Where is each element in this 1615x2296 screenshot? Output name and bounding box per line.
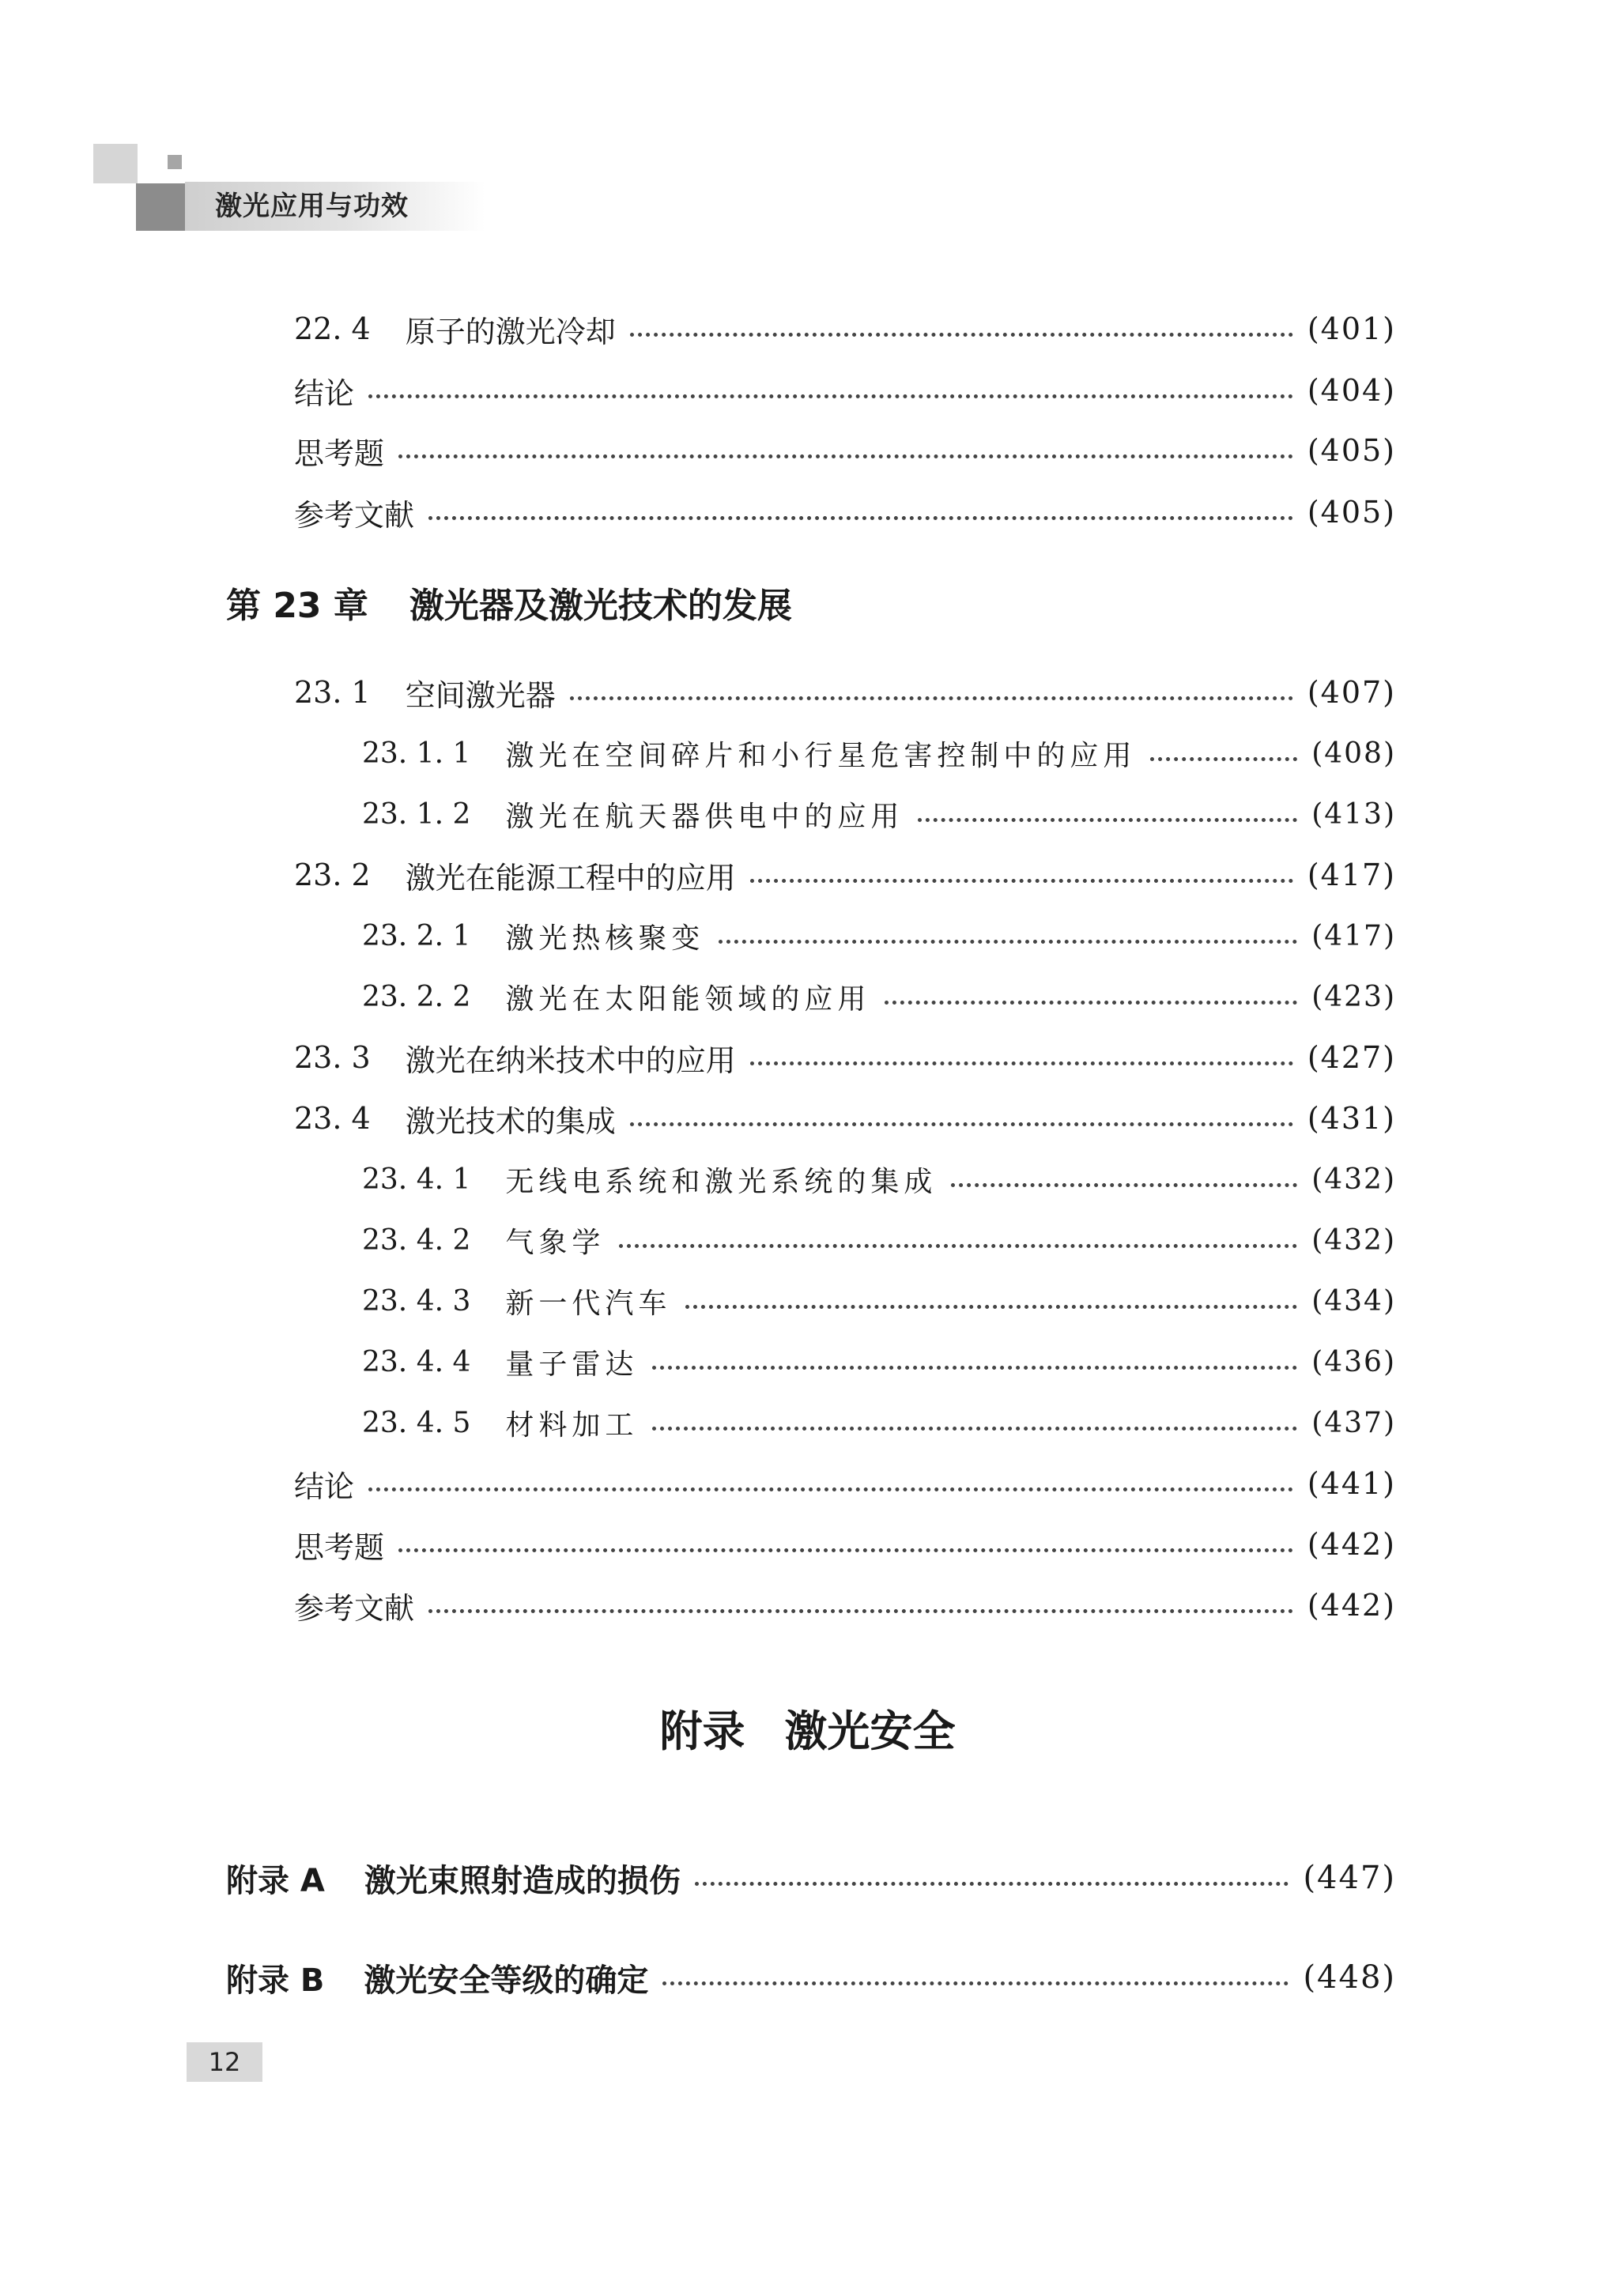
toc-entry-number: 23. 4. 2 <box>362 1223 471 1257</box>
toc-entry-questions[interactable] <box>294 428 1396 473</box>
toc-entry-page: (401) <box>1307 311 1396 346</box>
leader-dots <box>750 1061 1293 1065</box>
toc-entry-page: (434) <box>1311 1284 1396 1318</box>
header-decor-square-small <box>168 155 182 169</box>
leader-dots <box>885 1001 1297 1005</box>
toc-entry-title: 结论 <box>294 375 355 411</box>
toc-entry-page: (405) <box>1307 433 1396 468</box>
leader-dots <box>652 1427 1297 1431</box>
toc-entry-number: 23. 4. 3 <box>362 1284 471 1318</box>
toc-entry-title: 激光在太阳能领域的应用 <box>505 982 871 1016</box>
toc-entry-title: 激光安全等级的确定 <box>364 1962 649 1999</box>
toc-entry-page: (447) <box>1303 1860 1396 1896</box>
toc-entry-title: 量子雷达 <box>505 1348 639 1381</box>
leader-dots <box>428 516 1293 520</box>
toc-entry-title: 参考文献 <box>294 497 415 533</box>
toc-entry-number: 23. 4 <box>294 1101 371 1136</box>
appendix-heading <box>0 1698 1615 1759</box>
toc-entry-title: 激光技术的集成 <box>405 1103 616 1139</box>
toc-entry-title: 思考题 <box>294 435 385 471</box>
toc-entry-references[interactable] <box>294 490 1396 534</box>
toc-entry-title: 空间激光器 <box>405 677 556 713</box>
page-number: 12 <box>187 2042 262 2082</box>
toc-entry-23-4-5[interactable] <box>362 1401 1396 1445</box>
toc-entry-title: 激光在空间碎片和小行星危害控制中的应用 <box>505 739 1137 772</box>
toc-entry-23-4-4[interactable] <box>362 1340 1396 1384</box>
leader-dots <box>1150 757 1297 761</box>
toc-entry-conclusion-23[interactable] <box>294 1461 1396 1506</box>
leader-dots <box>630 333 1293 337</box>
leader-dots <box>951 1183 1297 1187</box>
leader-dots <box>918 818 1297 822</box>
toc-entry-page: (413) <box>1311 797 1396 831</box>
appendix-heading-title: 激光安全 <box>784 1706 956 1756</box>
toc-entry-page: (417) <box>1307 858 1396 892</box>
toc-entry-appendix-b[interactable] <box>226 1952 1396 2003</box>
toc-entry-page: (427) <box>1307 1040 1396 1075</box>
leader-dots <box>652 1366 1297 1370</box>
toc-entry-number: 23. 4. 5 <box>362 1406 471 1439</box>
toc-entry-references-23[interactable] <box>294 1583 1396 1627</box>
leader-dots <box>368 394 1293 398</box>
leader-dots <box>570 696 1293 700</box>
toc-entry-title: 气象学 <box>505 1226 606 1259</box>
toc-entry-23-4-2[interactable] <box>362 1218 1396 1262</box>
toc-entry-conclusion[interactable] <box>294 368 1396 413</box>
toc-entry-title: 参考文献 <box>294 1590 415 1626</box>
toc-entry-page: (432) <box>1311 1163 1396 1196</box>
toc-entry-page: (442) <box>1307 1527 1396 1562</box>
toc-entry-number: 23. 1. 1 <box>362 737 471 770</box>
toc-entry-number: 23. 2 <box>294 858 371 892</box>
toc-entry-page: (432) <box>1311 1223 1396 1257</box>
toc-entry-page: (448) <box>1303 1959 1396 1996</box>
chapter-heading[interactable] <box>226 577 792 628</box>
leader-dots <box>695 1882 1289 1886</box>
toc-entry-23-2[interactable] <box>294 853 1396 897</box>
toc-entry-page: (437) <box>1311 1406 1396 1439</box>
leader-dots <box>750 879 1293 883</box>
toc-entry-23-4-3[interactable] <box>362 1279 1396 1323</box>
toc-entry-title: 激光在能源工程中的应用 <box>405 860 736 895</box>
toc-entry-title: 材料加工 <box>505 1408 639 1442</box>
toc-entry-number: 23. 3 <box>294 1040 371 1075</box>
toc-entry-page: (405) <box>1307 495 1396 530</box>
toc-entry-page: (442) <box>1307 1588 1396 1623</box>
toc-entry-page: (431) <box>1307 1101 1396 1136</box>
toc-entry-page: (436) <box>1311 1345 1396 1378</box>
toc-entry-number: 23. 2. 1 <box>362 919 471 952</box>
toc-entry-23-3[interactable] <box>294 1035 1396 1080</box>
toc-entry-number: 22. 4 <box>294 311 371 346</box>
toc-entry-page: (408) <box>1311 737 1396 770</box>
running-header-title: 激光应用与功效 <box>215 190 409 222</box>
chapter-number: 第 23 章 <box>226 586 368 626</box>
toc-entry-number: 23. 4. 1 <box>362 1163 471 1196</box>
toc-entry-23-2-2[interactable] <box>362 975 1396 1019</box>
leader-dots <box>398 1548 1293 1552</box>
toc-entry-23-1-1[interactable] <box>362 731 1396 775</box>
toc-entry-page: (407) <box>1307 675 1396 710</box>
toc-entry-page: (423) <box>1311 980 1396 1013</box>
header-decor-square-dark <box>136 183 185 231</box>
toc-entry-title: 结论 <box>294 1468 355 1504</box>
toc-entry-page: (404) <box>1307 373 1396 408</box>
toc-entry-number: 附录 B <box>226 1962 325 1999</box>
toc-entry-title: 激光束照射造成的损伤 <box>364 1862 681 1899</box>
toc-entry-23-4-1[interactable] <box>362 1157 1396 1201</box>
toc-entry-23-2-1[interactable] <box>362 914 1396 958</box>
toc-entry-23-1[interactable] <box>294 670 1396 714</box>
toc-entry-title: 无线电系统和激光系统的集成 <box>505 1165 938 1198</box>
toc-entry-number: 23. 4. 4 <box>362 1345 471 1378</box>
toc-entry-title: 激光在航天器供电中的应用 <box>505 800 904 833</box>
toc-entry-23-4[interactable] <box>294 1096 1396 1140</box>
toc-entry-number: 23. 1. 2 <box>362 797 471 831</box>
leader-dots <box>685 1305 1297 1309</box>
toc-entry-appendix-a[interactable] <box>226 1853 1396 1903</box>
toc-entry-title: 原子的激光冷却 <box>405 314 616 349</box>
toc-entry-questions-23[interactable] <box>294 1522 1396 1566</box>
toc-entry-title: 新一代汽车 <box>505 1287 672 1320</box>
toc-entry-page: (441) <box>1307 1466 1396 1501</box>
header-decor-square-light <box>93 144 138 183</box>
leader-dots <box>428 1609 1293 1613</box>
toc-entry-23-1-2[interactable] <box>362 792 1396 836</box>
toc-entry-22-4[interactable] <box>294 307 1396 351</box>
toc-entry-number: 附录 A <box>226 1862 325 1899</box>
chapter-title: 激光器及激光技术的发展 <box>409 586 792 626</box>
leader-dots <box>398 454 1293 458</box>
toc-entry-number: 23. 2. 2 <box>362 980 471 1013</box>
toc-entry-page: (417) <box>1311 919 1396 952</box>
leader-dots <box>662 1981 1289 1985</box>
leader-dots <box>368 1487 1293 1491</box>
appendix-heading-label: 附录 <box>659 1706 745 1756</box>
toc-entry-title: 思考题 <box>294 1529 385 1565</box>
leader-dots <box>619 1244 1297 1248</box>
toc-entry-title: 激光热核聚变 <box>505 922 705 955</box>
toc-entry-title: 激光在纳米技术中的应用 <box>405 1042 736 1078</box>
toc-entry-number: 23. 1 <box>294 675 371 710</box>
leader-dots <box>719 940 1297 944</box>
leader-dots <box>630 1122 1293 1126</box>
